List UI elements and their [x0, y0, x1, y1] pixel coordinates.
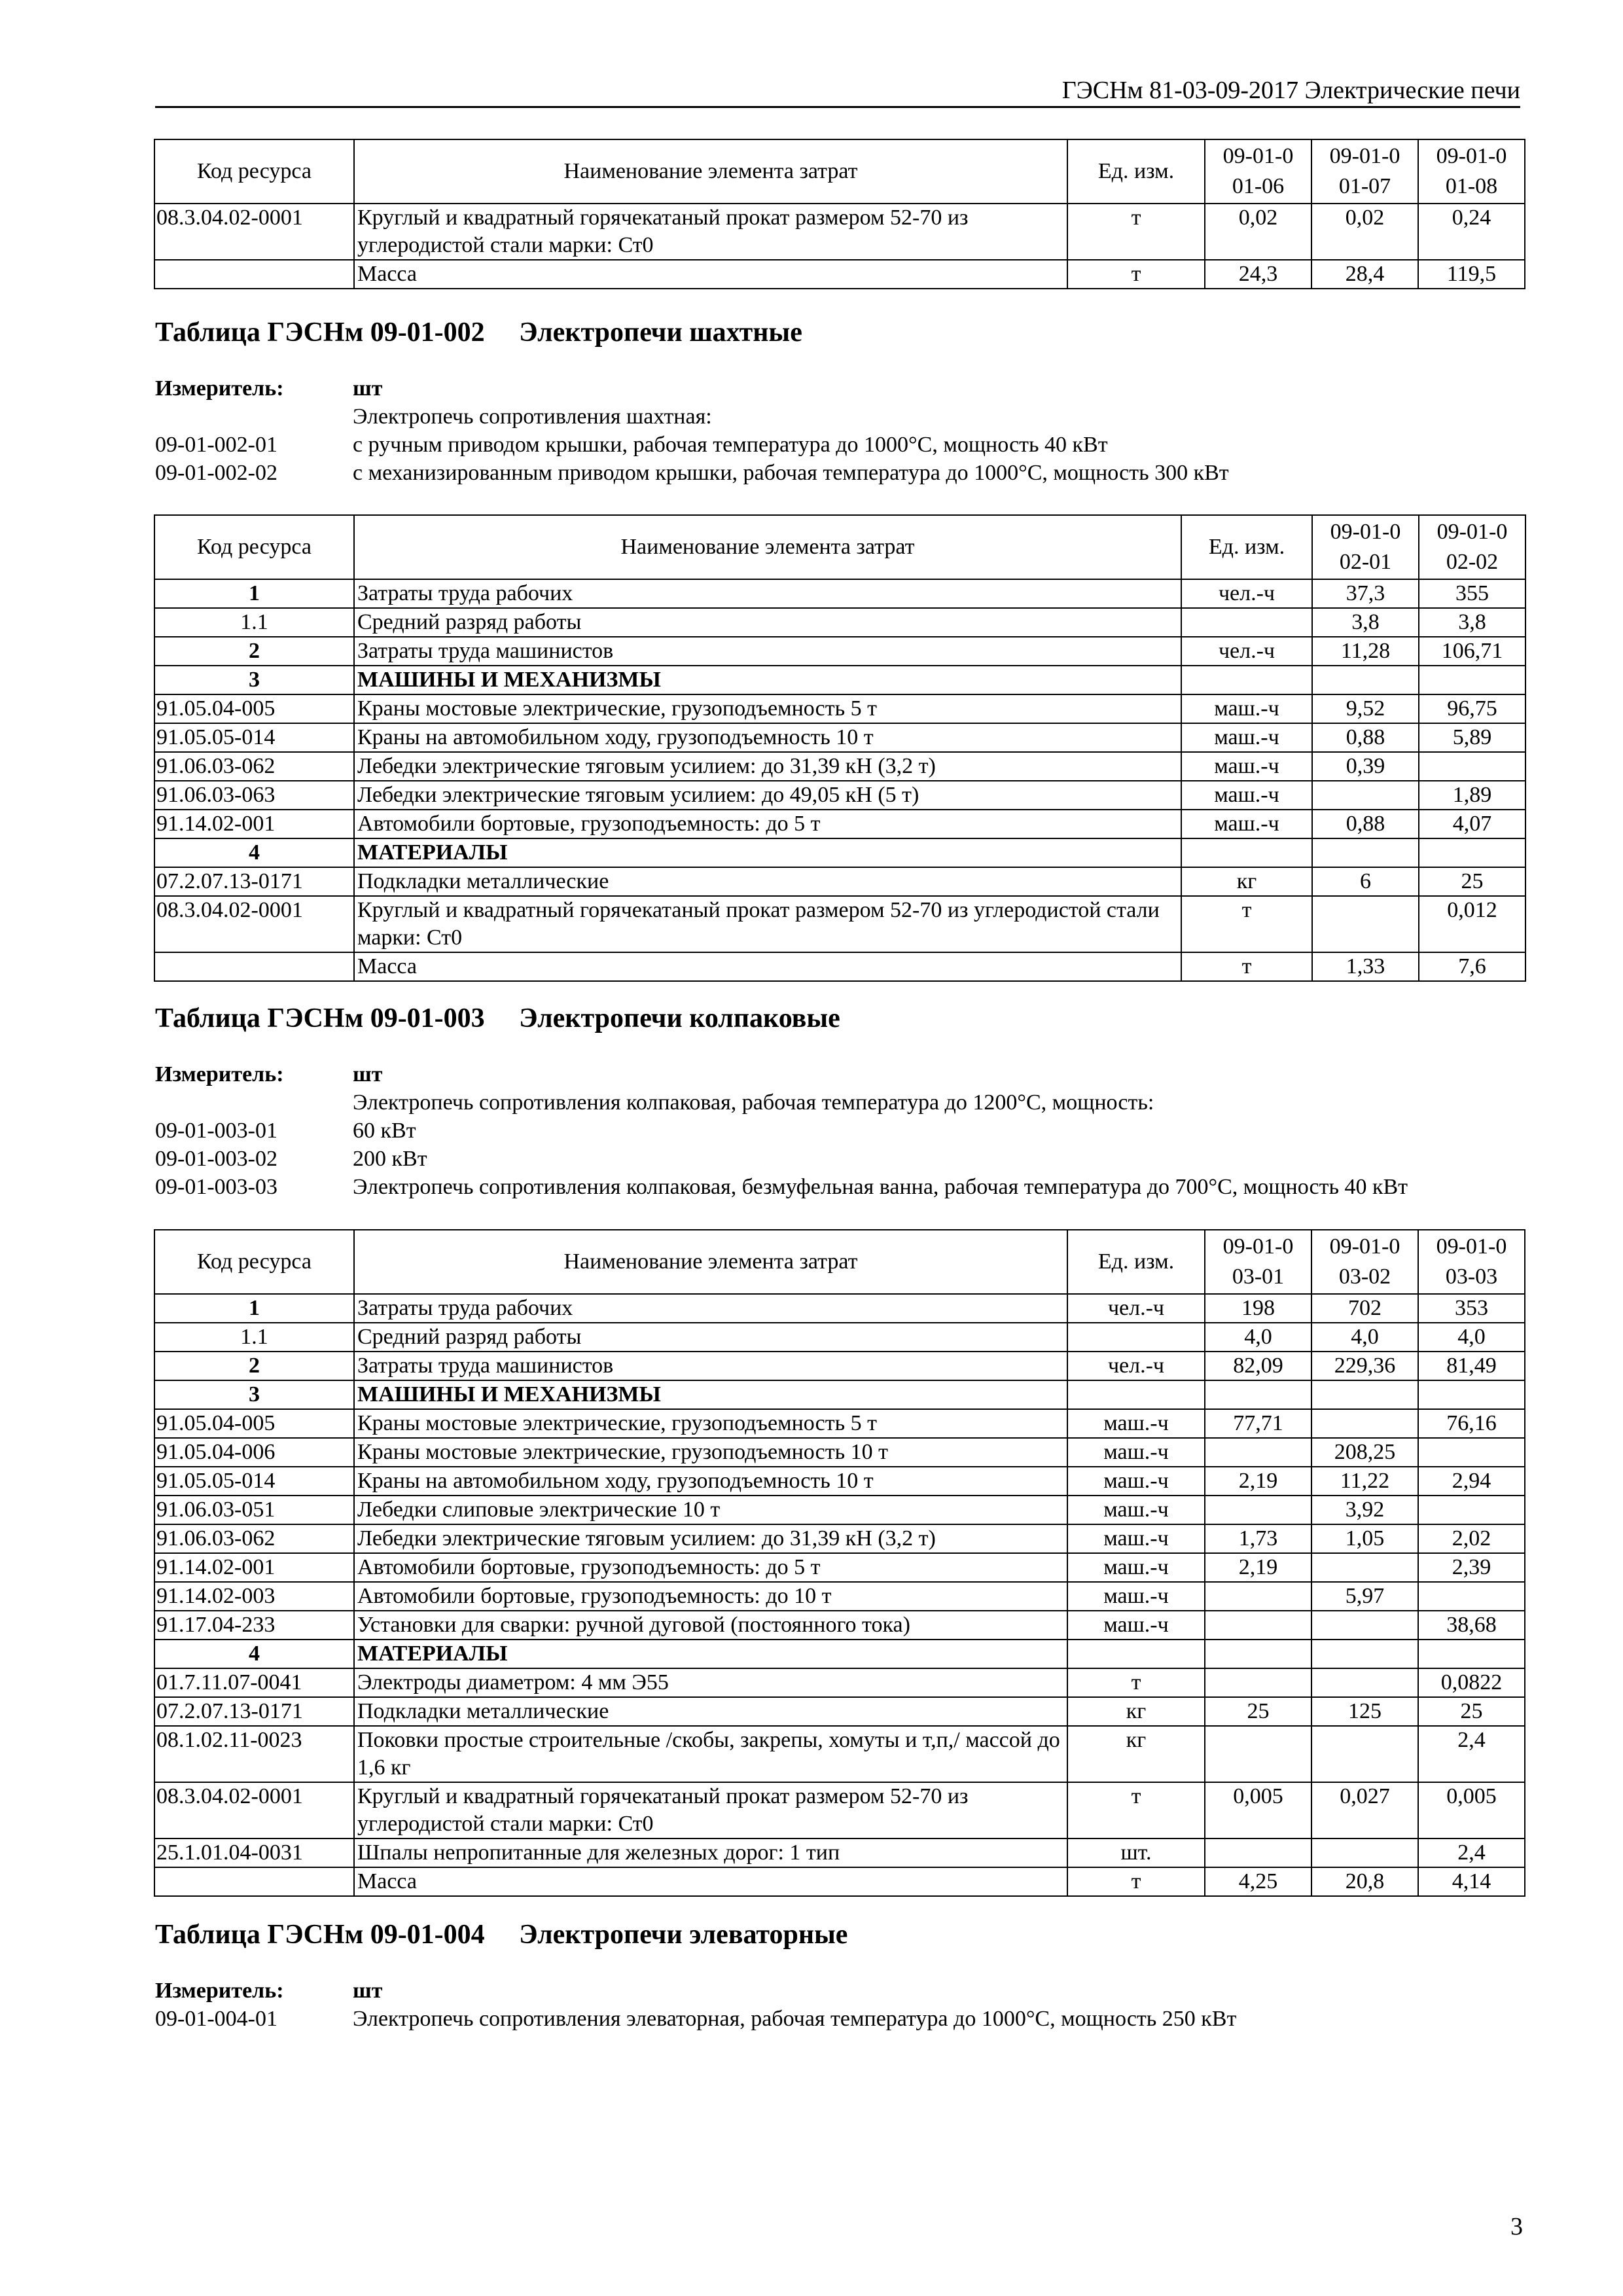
- row-value: 77,71: [1205, 1409, 1311, 1438]
- header-col: 09-01-001-06: [1205, 139, 1311, 204]
- row-code: 91.06.03-062: [154, 752, 354, 781]
- row-value: 1,89: [1419, 781, 1525, 810]
- table-row: [154, 1867, 1525, 1896]
- cost-table-09-01-002: [154, 514, 1526, 982]
- table-row: [154, 1380, 1525, 1409]
- row-value: 353: [1418, 1294, 1525, 1323]
- row-unit: маш.-ч: [1181, 723, 1312, 752]
- running-header: ГЭСНм 81-03-09-2017 Электрические печи: [155, 75, 1520, 108]
- section-title-09-01-003: Таблица ГЭСНм 09-01-003 Электропечи колпаковые: [155, 1003, 840, 1033]
- row-value: 208,25: [1311, 1438, 1418, 1467]
- row-value: [1418, 1380, 1525, 1409]
- row-code: 3: [154, 1380, 354, 1409]
- row-code: 08.3.04.02-0001: [154, 1782, 354, 1839]
- row-name: Масса: [354, 952, 1181, 981]
- measure-description-row: [155, 403, 1229, 431]
- row-code: 07.2.07.13-0171: [154, 867, 354, 896]
- row-value: 2,02: [1418, 1524, 1525, 1553]
- row-unit: маш.-ч: [1067, 1611, 1205, 1640]
- row-value: 2,4: [1418, 1726, 1525, 1782]
- row-value: 0,39: [1312, 752, 1419, 781]
- table-row: [154, 867, 1525, 896]
- row-name: Круглый и квадратный горячекатаный прокат размером 52-70 из углеродистой стали марки: Ст0: [354, 1782, 1067, 1839]
- row-value: 0,005: [1205, 1782, 1311, 1839]
- row-value: [1419, 666, 1525, 694]
- row-unit: кг: [1067, 1697, 1205, 1726]
- table-row: [154, 752, 1525, 781]
- table-row: [154, 838, 1525, 867]
- row-name: Подкладки металлические: [354, 1697, 1067, 1726]
- table-row: [154, 1640, 1525, 1668]
- row-unit: [1067, 1323, 1205, 1352]
- row-value: 3,92: [1311, 1496, 1418, 1524]
- row-value: [1312, 666, 1419, 694]
- row-value: [1205, 1496, 1311, 1524]
- row-code: [154, 260, 354, 289]
- measure-item-code: 09-01-003-03: [155, 1175, 277, 1199]
- row-value: [1311, 1611, 1418, 1640]
- row-name: Лебедки слиповые электрические 10 т: [354, 1496, 1067, 1524]
- row-code: 1: [154, 579, 354, 608]
- row-code: 91.05.05-014: [154, 1467, 354, 1496]
- row-value: 2,39: [1418, 1553, 1525, 1582]
- row-code: 91.14.02-003: [154, 1582, 354, 1611]
- measure-item-text: Электропечь сопротивления колпаковая, безмуфельная ванна, рабочая температура до 700°С, мощность 40 кВт: [353, 1175, 1408, 1199]
- measure-item-text: Электропечь сопротивления элеваторная, рабочая температура до 1000°С, мощность 250 кВт: [353, 2007, 1237, 2031]
- row-value: 1,33: [1312, 952, 1419, 981]
- row-value: 0,02: [1311, 204, 1418, 260]
- row-value: 1,73: [1205, 1524, 1311, 1553]
- measure-description: Электропечь сопротивления шахтная:: [353, 404, 712, 429]
- measure-row: [155, 374, 1229, 403]
- row-value: 5,97: [1311, 1582, 1418, 1611]
- row-value: 37,3: [1312, 579, 1419, 608]
- row-name: МАШИНЫ И МЕХАНИЗМЫ: [354, 1380, 1067, 1409]
- row-unit: шт.: [1067, 1839, 1205, 1867]
- table-row: [154, 1524, 1525, 1553]
- row-value: [1419, 752, 1525, 781]
- row-value: 0,027: [1311, 1782, 1418, 1839]
- table-row: [154, 204, 1525, 260]
- row-code: 91.05.04-005: [154, 1409, 354, 1438]
- table-row: [154, 260, 1525, 289]
- row-name: Средний разряд работы: [354, 1323, 1067, 1352]
- header-col: 09-01-003-01: [1205, 1230, 1311, 1294]
- row-value: 6: [1312, 867, 1419, 896]
- row-value: [1311, 1409, 1418, 1438]
- row-value: 0,88: [1312, 810, 1419, 838]
- table-row: [154, 1438, 1525, 1467]
- row-value: 76,16: [1418, 1409, 1525, 1438]
- row-value: 4,07: [1419, 810, 1525, 838]
- row-code: [154, 1867, 354, 1896]
- row-unit: маш.-ч: [1181, 752, 1312, 781]
- header-name: Наименование элемента затрат: [354, 139, 1067, 204]
- measure-item-text: с механизированным приводом крышки, рабочая температура до 1000°С, мощность 300 кВт: [353, 461, 1229, 485]
- row-unit: маш.-ч: [1181, 810, 1312, 838]
- row-value: 4,0: [1418, 1323, 1525, 1352]
- header-unit: Ед. изм.: [1067, 1230, 1205, 1294]
- row-unit: т: [1181, 952, 1312, 981]
- table-row: [154, 694, 1525, 723]
- row-value: 38,68: [1418, 1611, 1525, 1640]
- header-col: 09-01-003-03: [1418, 1230, 1525, 1294]
- row-value: [1311, 1380, 1418, 1409]
- row-value: 0,005: [1418, 1782, 1525, 1839]
- row-value: [1418, 1582, 1525, 1611]
- row-value: 82,09: [1205, 1352, 1311, 1380]
- table-row: [154, 608, 1525, 637]
- row-name: Краны на автомобильном ходу, грузоподъемность 10 т: [354, 1467, 1067, 1496]
- row-code: 08.3.04.02-0001: [154, 896, 354, 952]
- table-row: [154, 1582, 1525, 1611]
- row-code: 91.14.02-001: [154, 1553, 354, 1582]
- row-value: 2,19: [1205, 1467, 1311, 1496]
- header-unit: Ед. изм.: [1067, 139, 1205, 204]
- header-name: Наименование элемента затрат: [354, 515, 1181, 579]
- table-row: [154, 952, 1525, 981]
- row-value: 2,4: [1418, 1839, 1525, 1867]
- row-value: [1311, 1839, 1418, 1867]
- header-name: Наименование элемента затрат: [354, 1230, 1067, 1294]
- measure-unit: шт: [353, 1979, 383, 2003]
- row-value: 9,52: [1312, 694, 1419, 723]
- page-number: 3: [1510, 2213, 1523, 2240]
- row-name: Установки для сварки: ручной дуговой (постоянного тока): [354, 1611, 1067, 1640]
- header-code: Код ресурса: [154, 139, 354, 204]
- measure-description-row: [155, 1088, 1408, 1117]
- table-header-row: [154, 139, 1525, 204]
- row-name: Электроды диаметром: 4 мм Э55: [354, 1668, 1067, 1697]
- row-code: 91.14.02-001: [154, 810, 354, 838]
- row-name: Круглый и квадратный горячекатаный прокат размером 52-70 из углеродистой стали марки: Ст0: [354, 204, 1067, 260]
- row-name: Краны на автомобильном ходу, грузоподъемность 10 т: [354, 723, 1181, 752]
- measure-block-09-01-003: [155, 1060, 1408, 1201]
- row-code: 2: [154, 1352, 354, 1380]
- row-value: [1205, 1611, 1311, 1640]
- row-name: Затраты труда машинистов: [354, 1352, 1067, 1380]
- row-value: 2,19: [1205, 1553, 1311, 1582]
- row-code: 08.1.02.11-0023: [154, 1726, 354, 1782]
- measure-description: Электропечь сопротивления колпаковая, рабочая температура до 1200°С, мощность:: [353, 1090, 1154, 1115]
- row-unit: кг: [1181, 867, 1312, 896]
- header-code: Код ресурса: [154, 515, 354, 579]
- header-col: 09-01-002-01: [1312, 515, 1419, 579]
- row-unit: маш.-ч: [1067, 1524, 1205, 1553]
- measure-item: [155, 459, 1229, 487]
- row-value: [1205, 1640, 1311, 1668]
- header-col: 09-01-003-02: [1311, 1230, 1418, 1294]
- measure-item: [155, 2005, 1236, 2033]
- measure-item-code: 09-01-003-02: [155, 1147, 277, 1171]
- row-value: [1311, 1668, 1418, 1697]
- measure-label: Измеритель:: [155, 1062, 284, 1086]
- row-unit: маш.-ч: [1067, 1553, 1205, 1582]
- measure-label: Измеритель:: [155, 1979, 284, 2003]
- row-value: 3,8: [1419, 608, 1525, 637]
- row-name: Краны мостовые электрические, грузоподъемность 5 т: [354, 1409, 1067, 1438]
- row-name: Лебедки электрические тяговым усилием: до 49,05 кН (5 т): [354, 781, 1181, 810]
- row-value: 4,0: [1205, 1323, 1311, 1352]
- table-row: [154, 1697, 1525, 1726]
- row-code: 25.1.01.04-0031: [154, 1839, 354, 1867]
- row-value: 0,012: [1419, 896, 1525, 952]
- table-row: [154, 637, 1525, 666]
- section-title-09-01-004: Таблица ГЭСНм 09-01-004 Электропечи элеваторные: [155, 1920, 848, 1950]
- row-name: Автомобили бортовые, грузоподъемность: до 5 т: [354, 810, 1181, 838]
- measure-item: [155, 1145, 1408, 1173]
- table-row: [154, 723, 1525, 752]
- row-name: МАТЕРИАЛЫ: [354, 1640, 1067, 1668]
- table-row: [154, 896, 1525, 952]
- table-row: [154, 810, 1525, 838]
- row-value: 702: [1311, 1294, 1418, 1323]
- measure-item-text: 60 кВт: [353, 1119, 416, 1143]
- measure-item-code: 09-01-002-01: [155, 433, 277, 457]
- row-unit: чел.-ч: [1067, 1294, 1205, 1323]
- measure-row: [155, 1977, 1236, 2005]
- row-unit: маш.-ч: [1181, 781, 1312, 810]
- row-value: [1205, 1839, 1311, 1867]
- row-unit: т: [1067, 204, 1205, 260]
- row-name: Подкладки металлические: [354, 867, 1181, 896]
- row-name: Автомобили бортовые, грузоподъемность: до 10 т: [354, 1582, 1067, 1611]
- measure-item-code: 09-01-003-01: [155, 1119, 277, 1143]
- row-value: 28,4: [1311, 260, 1418, 289]
- row-value: [1419, 838, 1525, 867]
- row-code: 4: [154, 1640, 354, 1668]
- row-code: 91.06.03-063: [154, 781, 354, 810]
- measure-item: [155, 1173, 1408, 1201]
- row-name: Масса: [354, 260, 1067, 289]
- measure-unit: шт: [353, 376, 383, 401]
- row-code: [154, 952, 354, 981]
- table-header-row: [154, 515, 1525, 579]
- table-row: [154, 1782, 1525, 1839]
- row-code: 2: [154, 637, 354, 666]
- measure-block-09-01-004: [155, 1977, 1236, 2033]
- row-value: 81,49: [1418, 1352, 1525, 1380]
- row-code: 3: [154, 666, 354, 694]
- row-unit: т: [1067, 1782, 1205, 1839]
- table-header-row: [154, 1230, 1525, 1294]
- row-unit: маш.-ч: [1067, 1409, 1205, 1438]
- row-value: 1,05: [1311, 1524, 1418, 1553]
- row-value: 24,3: [1205, 260, 1311, 289]
- row-unit: [1181, 666, 1312, 694]
- row-unit: т: [1067, 260, 1205, 289]
- header-col: 09-01-002-02: [1419, 515, 1525, 579]
- row-code: 91.06.03-062: [154, 1524, 354, 1553]
- table-row: [154, 1323, 1525, 1352]
- row-value: [1205, 1438, 1311, 1467]
- row-value: 11,28: [1312, 637, 1419, 666]
- row-code: 1.1: [154, 1323, 354, 1352]
- section-title-09-01-002: Таблица ГЭСНм 09-01-002 Электропечи шахтные: [155, 317, 802, 348]
- row-unit: чел.-ч: [1181, 637, 1312, 666]
- row-unit: [1067, 1380, 1205, 1409]
- row-value: 106,71: [1419, 637, 1525, 666]
- row-value: 0,0822: [1418, 1668, 1525, 1697]
- measure-item-text: 200 кВт: [353, 1147, 427, 1171]
- row-value: 229,36: [1311, 1352, 1418, 1380]
- table-row: [154, 1467, 1525, 1496]
- row-value: [1311, 1640, 1418, 1668]
- row-value: 125: [1311, 1697, 1418, 1726]
- row-value: [1311, 1553, 1418, 1582]
- row-unit: чел.-ч: [1067, 1352, 1205, 1380]
- table-row: [154, 781, 1525, 810]
- row-name: Средний разряд работы: [354, 608, 1181, 637]
- table-row: [154, 1352, 1525, 1380]
- row-code: 1: [154, 1294, 354, 1323]
- row-name: Шпалы непропитанные для железных дорог: 1 тип: [354, 1839, 1067, 1867]
- row-value: 0,88: [1312, 723, 1419, 752]
- row-name: Круглый и квадратный горячекатаный прокат размером 52-70 из углеродистой стали марки: Ст0: [354, 896, 1181, 952]
- row-code: 91.05.05-014: [154, 723, 354, 752]
- row-code: 1.1: [154, 608, 354, 637]
- row-name: Лебедки электрические тяговым усилием: до 31,39 кН (3,2 т): [354, 1524, 1067, 1553]
- row-unit: чел.-ч: [1181, 579, 1312, 608]
- measure-row: [155, 1060, 1408, 1088]
- row-value: 7,6: [1419, 952, 1525, 981]
- row-unit: маш.-ч: [1181, 694, 1312, 723]
- row-value: 5,89: [1419, 723, 1525, 752]
- row-value: 96,75: [1419, 694, 1525, 723]
- cost-table-09-01-001-continued: [154, 139, 1525, 289]
- table-row: [154, 666, 1525, 694]
- row-code: 4: [154, 838, 354, 867]
- row-code: 91.06.03-051: [154, 1496, 354, 1524]
- row-value: [1205, 1582, 1311, 1611]
- row-unit: кг: [1067, 1726, 1205, 1782]
- row-name: Поковки простые строительные /скобы, закрепы, хомуты и т,п,/ массой до 1,6 кг: [354, 1726, 1067, 1782]
- header-col: 09-01-001-07: [1311, 139, 1418, 204]
- row-name: Затраты труда рабочих: [354, 579, 1181, 608]
- row-unit: маш.-ч: [1067, 1582, 1205, 1611]
- row-value: [1311, 1726, 1418, 1782]
- measure-item-code: 09-01-004-01: [155, 2007, 277, 2031]
- row-name: МАТЕРИАЛЫ: [354, 838, 1181, 867]
- measure-item-text: с ручным приводом крышки, рабочая температура до 1000°С, мощность 40 кВт: [353, 433, 1108, 457]
- row-value: [1312, 838, 1419, 867]
- row-value: 4,14: [1418, 1867, 1525, 1896]
- row-value: 20,8: [1311, 1867, 1418, 1896]
- row-value: 25: [1418, 1697, 1525, 1726]
- row-unit: т: [1067, 1668, 1205, 1697]
- row-value: 4,25: [1205, 1867, 1311, 1896]
- table-row: [154, 1553, 1525, 1582]
- row-value: [1418, 1496, 1525, 1524]
- row-code: 91.05.04-006: [154, 1438, 354, 1467]
- row-value: [1205, 1380, 1311, 1409]
- row-unit: т: [1181, 896, 1312, 952]
- row-value: [1205, 1726, 1311, 1782]
- row-value: 355: [1419, 579, 1525, 608]
- table-row: [154, 579, 1525, 608]
- row-value: [1418, 1640, 1525, 1668]
- header-unit: Ед. изм.: [1181, 515, 1312, 579]
- row-value: 198: [1205, 1294, 1311, 1323]
- table-row: [154, 1294, 1525, 1323]
- row-value: 2,94: [1418, 1467, 1525, 1496]
- header-code: Код ресурса: [154, 1230, 354, 1294]
- row-name: Автомобили бортовые, грузоподъемность: до 5 т: [354, 1553, 1067, 1582]
- row-unit: [1067, 1640, 1205, 1668]
- row-value: 11,22: [1311, 1467, 1418, 1496]
- measure-item: [155, 1117, 1408, 1145]
- table-row: [154, 1409, 1525, 1438]
- measure-label: Измеритель:: [155, 376, 284, 401]
- measure-block-09-01-002: [155, 374, 1229, 487]
- row-name: МАШИНЫ И МЕХАНИЗМЫ: [354, 666, 1181, 694]
- row-unit: [1181, 608, 1312, 637]
- row-unit: [1181, 838, 1312, 867]
- measure-item: [155, 431, 1229, 459]
- table-row: [154, 1726, 1525, 1782]
- row-code: 08.3.04.02-0001: [154, 204, 354, 260]
- row-unit: маш.-ч: [1067, 1438, 1205, 1467]
- row-name: Краны мостовые электрические, грузоподъемность 10 т: [354, 1438, 1067, 1467]
- row-code: 91.17.04-233: [154, 1611, 354, 1640]
- row-value: 0,02: [1205, 204, 1311, 260]
- row-value: 4,0: [1311, 1323, 1418, 1352]
- row-name: Лебедки электрические тяговым усилием: до 31,39 кН (3,2 т): [354, 752, 1181, 781]
- row-value: 0,24: [1418, 204, 1525, 260]
- header-col: 09-01-001-08: [1418, 139, 1525, 204]
- row-value: 25: [1419, 867, 1525, 896]
- row-code: 01.7.11.07-0041: [154, 1668, 354, 1697]
- row-value: [1418, 1438, 1525, 1467]
- row-unit: т: [1067, 1867, 1205, 1896]
- row-value: 119,5: [1418, 260, 1525, 289]
- table-row: [154, 1611, 1525, 1640]
- row-value: [1312, 896, 1419, 952]
- row-code: 07.2.07.13-0171: [154, 1697, 354, 1726]
- row-name: Затраты труда машинистов: [354, 637, 1181, 666]
- row-code: 91.05.04-005: [154, 694, 354, 723]
- row-unit: маш.-ч: [1067, 1467, 1205, 1496]
- cost-table-09-01-003: [154, 1229, 1525, 1897]
- row-name: Краны мостовые электрические, грузоподъемность 5 т: [354, 694, 1181, 723]
- row-value: 3,8: [1312, 608, 1419, 637]
- table-row: [154, 1496, 1525, 1524]
- table-row: [154, 1668, 1525, 1697]
- table-row: [154, 1839, 1525, 1867]
- row-value: [1205, 1668, 1311, 1697]
- row-value: [1312, 781, 1419, 810]
- measure-unit: шт: [353, 1062, 383, 1086]
- row-unit: маш.-ч: [1067, 1496, 1205, 1524]
- row-name: Затраты труда рабочих: [354, 1294, 1067, 1323]
- measure-item-code: 09-01-002-02: [155, 461, 277, 485]
- row-name: Масса: [354, 1867, 1067, 1896]
- row-value: 25: [1205, 1697, 1311, 1726]
